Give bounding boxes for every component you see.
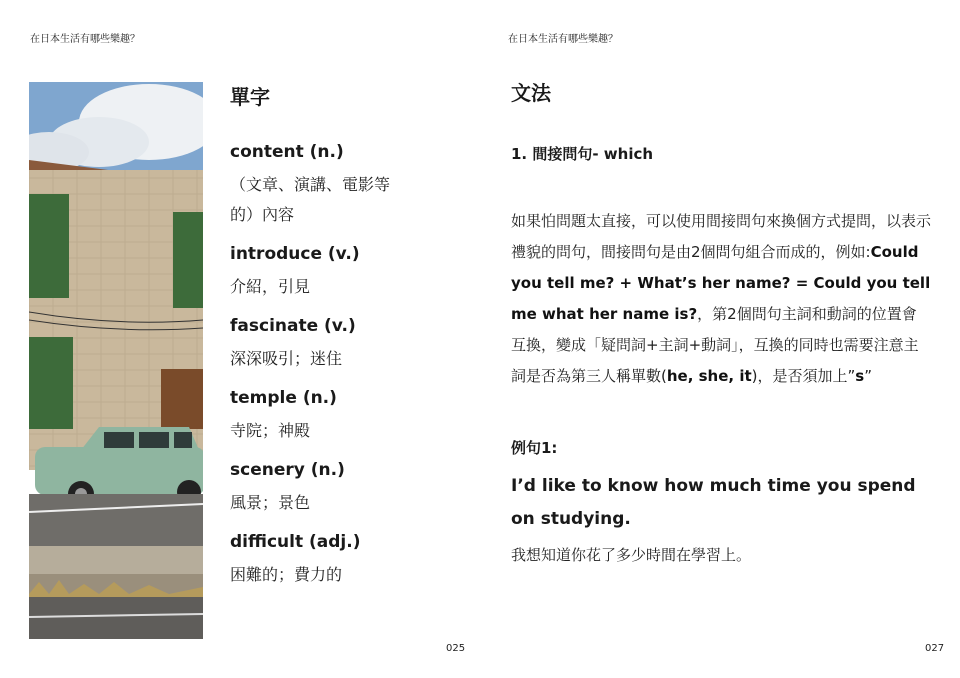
example-sentence-en: I’d like to know how much time you spend on studying. — [511, 476, 916, 529]
vocab-word: introduce (v.) — [230, 244, 360, 264]
vocab-definition: 深深吸引；迷住 — [230, 349, 343, 368]
grammar-heading: 1. 間接問句- which — [511, 145, 654, 163]
body-bold: s — [855, 367, 865, 385]
vocab-word: fascinate (v.) — [230, 316, 356, 336]
street-photo-art — [29, 82, 203, 639]
vocab-definition: 風景；景色 — [230, 493, 311, 512]
vocab-entry — [230, 386, 460, 446]
vocab-entry — [230, 314, 460, 374]
vocabulary-section — [230, 82, 460, 602]
example-sentence-zh: 我想知道你花了多少時間在學習上。 — [511, 546, 752, 564]
page-number: 025 — [446, 643, 466, 654]
running-head: 在日本生活有哪些樂趣？ — [508, 34, 618, 45]
street-photo — [29, 82, 203, 639]
vocab-entry — [230, 140, 460, 230]
grammar-body — [511, 206, 931, 392]
vocab-word: difficult (adj.) — [230, 532, 361, 552]
vocab-word: temple (n.) — [230, 388, 337, 408]
grammar-title: 文法 — [511, 81, 551, 105]
body-bold: he, she, it — [666, 367, 752, 385]
vocab-entry — [230, 530, 460, 590]
vocab-word: content (n.) — [230, 142, 344, 162]
vocab-definition: 寺院；神殿 — [230, 421, 311, 440]
body-text: 如果怕問題太直接，可以使用間接問句來換個方式提問，以表示禮貌的問句，間接問句是由2個問句組合而成的，例如: — [511, 212, 932, 261]
vocab-definition: 介紹，引見 — [230, 277, 311, 296]
page-number: 027 — [925, 643, 945, 654]
vocab-definition: 困難的；費力的 — [230, 565, 343, 584]
grammar-section — [511, 78, 931, 570]
body-text: ” — [864, 367, 872, 385]
body-bold: Could you tell me? + What’s her name? = Could you tell me what her name is? — [511, 243, 931, 323]
right-page — [480, 0, 960, 678]
vocab-word: scenery (n.) — [230, 460, 345, 480]
example-label: 例句1: — [511, 439, 558, 457]
vocab-entry — [230, 458, 460, 518]
vocab-entry — [230, 242, 460, 302]
vocab-title: 單字 — [230, 85, 270, 109]
vocab-list — [230, 140, 460, 590]
body-text: )，是否須加上” — [751, 367, 856, 385]
body-text: ，第2個問句主詞和動詞的位置會互換，變成「疑問詞+主詞+動詞」，互換的同時也需要注意主詞是否為第三人稱單數( — [511, 305, 919, 385]
vocab-definition: （文章、演講、電影等的）內容 — [230, 175, 391, 224]
running-head: 在日本生活有哪些樂趣？ — [30, 34, 140, 45]
